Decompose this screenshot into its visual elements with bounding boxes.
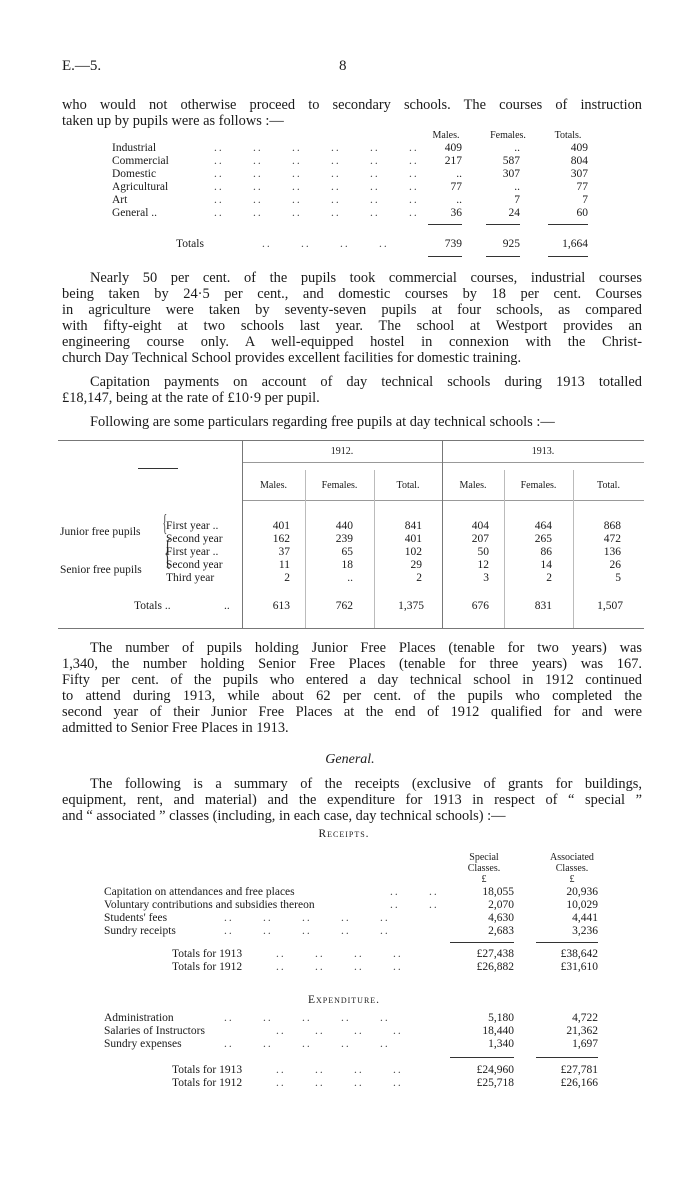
leader-dots: .. .. .. .. .. .. (214, 155, 419, 167)
receipts-title: Receipts. (318, 828, 370, 840)
sum-rule (428, 224, 462, 225)
text-line: Fifty per cent. of the pupils who entered a day technical school in 1912 continued (62, 672, 642, 688)
leader-dots: .. .. .. .. .. .. (214, 168, 419, 180)
table-row (104, 1038, 624, 1051)
cell: 20,936 (566, 886, 598, 898)
table-row (104, 1012, 624, 1025)
cell: 24 (508, 207, 520, 219)
cell: £26,166 (560, 1077, 598, 1089)
col-header-totals: Totals. (554, 130, 582, 141)
cell: .. (347, 572, 353, 584)
row-sublabel: First year .. (166, 520, 219, 532)
row-label: Voluntary contributions and subsidies thereon (104, 899, 315, 911)
paragraph-general-summary (62, 776, 642, 824)
col-header: Total. (597, 480, 620, 491)
col-header-females: Females. (490, 130, 526, 141)
cell: 1,340 (488, 1038, 514, 1050)
cell: 37 (278, 546, 290, 558)
totals-row (104, 948, 624, 961)
cell: £25,718 (476, 1077, 514, 1089)
brace: { (162, 511, 168, 537)
cell: 3 (483, 572, 489, 584)
cell: 5 (615, 572, 621, 584)
text-line: The following is a summary of the receipts (exclusive of grants for buildings, (90, 776, 642, 792)
cell: 831 (534, 600, 552, 612)
cell: 2 (546, 572, 552, 584)
leader-dots: .. .. .. .. (262, 238, 389, 250)
sum-rule (548, 224, 588, 225)
cell: 404 (471, 520, 489, 532)
cell: 613 (272, 600, 290, 612)
leader-dots: .. .. .. .. .. (224, 1038, 390, 1050)
row-label: Capitation on attendances and free places (104, 886, 295, 898)
leader-dots: .. .. .. .. (276, 1077, 403, 1089)
cell: 762 (335, 600, 353, 612)
text-line: church Day Technical School provides excellent facilities for domestic training. (62, 350, 522, 366)
text-line: 1,340, the number holding Senior Free Places (tenable for three years) was 167. (62, 656, 642, 672)
sum-rule (450, 942, 514, 943)
cell: 4,722 (572, 1012, 598, 1024)
sum-rule (428, 256, 462, 257)
row-label: Agricultural (112, 181, 169, 193)
text-line: being taken by 24·5 per cent., and domestic courses by 18 per cent. Courses (62, 286, 642, 302)
cell: 1,697 (572, 1038, 598, 1050)
year-header-1912: 1912. (330, 446, 354, 457)
cell: 587 (502, 155, 520, 167)
cell: 162 (272, 533, 290, 545)
row-label: Industrial (112, 142, 157, 154)
row-sublabel: Second year (166, 559, 223, 571)
cell: 136 (603, 546, 621, 558)
leader-dots: .. .. .. .. .. .. (214, 142, 419, 154)
cell: 14 (540, 559, 552, 571)
table-bottom-rule (58, 628, 644, 629)
cell: £26,882 (476, 961, 514, 973)
totals-row (58, 600, 644, 613)
stub-rule (138, 468, 178, 469)
cell: 676 (471, 600, 489, 612)
totals-label: Totals for 1913 (172, 948, 243, 960)
cell: 1,507 (597, 600, 623, 612)
section-heading-general: General. (325, 752, 375, 767)
text-line: Following are some particulars regarding free pupils at day technical schools :— (90, 414, 555, 430)
cell: 102 (404, 546, 422, 558)
totals-label: Totals for 1912 (172, 1077, 243, 1089)
cell: 86 (540, 546, 552, 558)
paragraph-courses-summary (62, 270, 642, 366)
cell: 5,180 (488, 1012, 514, 1024)
text-line: Capitation payments on account of day technical schools during 1913 totalled (90, 374, 642, 390)
col-header: Males. (260, 480, 287, 491)
cell: 841 (404, 520, 422, 532)
cell: 464 (534, 520, 552, 532)
text-line: equipment, rent, and material) and the expenditure for 1913 in respect of “ special ” (62, 792, 642, 808)
col-header: Females. (321, 480, 358, 491)
year-rule (242, 462, 644, 463)
header-line: £ (481, 874, 487, 885)
cell: 11 (278, 559, 290, 571)
page-number: 8 (339, 58, 347, 74)
cell: 207 (471, 533, 489, 545)
document-reference: E.—5. (62, 58, 102, 74)
sum-rule (486, 224, 520, 225)
cell: 65 (341, 546, 353, 558)
expenditure-title: Expenditure. (307, 994, 381, 1006)
cell: 217 (444, 155, 462, 167)
col-header-males: Males. (432, 130, 460, 141)
cell: 1,664 (562, 238, 588, 250)
table-row (58, 511, 644, 537)
leader-dots: .. .. .. .. .. .. (214, 207, 419, 219)
cell: 77 (450, 181, 462, 193)
table-row (104, 1025, 624, 1038)
free-pupils-table (58, 440, 644, 636)
row-label: Domestic (112, 168, 157, 180)
text-line: taken up by pupils were as follows :— (62, 113, 284, 129)
leader-dots: .. .. .. .. .. (224, 925, 390, 937)
cell: £31,610 (560, 961, 598, 973)
totals-label: Totals .. (134, 600, 171, 612)
cell: 239 (335, 533, 353, 545)
row-sublabel: Third year (166, 572, 215, 584)
cell: 440 (335, 520, 353, 532)
table-row (104, 925, 624, 938)
text-line: second year of their Junior Free Places at the end of 1912 qualified for and were (62, 704, 642, 720)
totals-label: Totals (176, 238, 204, 250)
leader-dots: .. (224, 600, 230, 612)
table-row (58, 533, 644, 546)
sum-rule (536, 942, 598, 943)
cell: .. (514, 142, 520, 154)
cell: £24,960 (476, 1064, 514, 1076)
row-label: Students' fees (104, 912, 168, 924)
cell: 10,029 (566, 899, 598, 911)
cell: 2 (284, 572, 290, 584)
brace: { (164, 532, 172, 572)
totals-row (104, 961, 624, 974)
cell: 18 (341, 559, 353, 571)
group-label-junior: Junior free pupils (60, 526, 141, 538)
header-line: £ (569, 874, 575, 885)
leader-dots: .. .. .. .. .. .. (214, 194, 419, 206)
cell: 409 (570, 142, 588, 154)
cell: 3,236 (572, 925, 598, 937)
cell: 18,440 (482, 1025, 514, 1037)
cell: 2,070 (488, 899, 514, 911)
leader-dots: .. .. .. .. .. .. (214, 181, 419, 193)
cell: .. (456, 194, 462, 206)
sum-rule (548, 256, 588, 257)
row-label: Administration (104, 1012, 174, 1024)
year-header-1913: 1913. (531, 446, 555, 457)
row-label: Commercial (112, 155, 169, 167)
cell: £38,642 (560, 948, 598, 960)
group-label-senior: Senior free pupils (60, 564, 142, 576)
row-sublabel: First year .. (166, 546, 219, 558)
row-label: Sundry expenses (104, 1038, 182, 1050)
header-line: Associated (550, 852, 594, 863)
col-header: Males. (459, 480, 487, 491)
cell: £27,438 (476, 948, 514, 960)
paragraph-free-places (62, 640, 642, 736)
row-label: Art (112, 194, 128, 206)
col-header: Total. (396, 480, 420, 491)
paragraph-intro (62, 97, 642, 129)
table-row (104, 899, 624, 912)
cell: 307 (502, 168, 520, 180)
table-row (104, 912, 624, 925)
paragraph-capitation (62, 374, 642, 406)
header-line: Classes. (555, 863, 589, 874)
cell: 7 (582, 194, 588, 206)
cell: 409 (444, 142, 462, 154)
text-line: with fifty-eight at two schools last year. The school at Westport provides an (62, 318, 642, 334)
row-label: General .. (112, 207, 158, 219)
cell: 2 (416, 572, 422, 584)
cell: 36 (450, 207, 462, 219)
cell: 2,683 (488, 925, 514, 937)
text-line: who would not otherwise proceed to secondary schools. The courses of instruction (62, 97, 642, 113)
finance-table (104, 826, 624, 1126)
table-top-rule (58, 440, 644, 441)
leader-dots: .. .. .. .. .. (224, 912, 390, 924)
text-line: to attend during 1913, while about 62 per cent. of the pupils who completed the (62, 688, 642, 704)
leader-dots: .. .. (390, 899, 439, 911)
sum-rule (486, 256, 520, 257)
cell: 18,055 (482, 886, 514, 898)
courses-table (112, 128, 612, 266)
cell: 401 (404, 533, 422, 545)
leader-dots: .. .. .. .. (276, 1064, 403, 1076)
cell: 26 (609, 559, 621, 571)
cell: 1,375 (398, 600, 424, 612)
text-line: Nearly 50 per cent. of the pupils took commercial courses, industrial courses (90, 270, 642, 286)
text-line: admitted to Senior Free Places in 1913. (62, 720, 289, 736)
cell: 739 (444, 238, 462, 250)
totals-row (104, 1077, 624, 1090)
sum-rule (536, 1057, 598, 1058)
table-row (104, 886, 624, 899)
cell: 7 (514, 194, 520, 206)
sum-rule (450, 1057, 514, 1058)
cell: 12 (477, 559, 489, 571)
row-label: Sundry receipts (104, 925, 176, 937)
cell: 804 (570, 155, 588, 167)
leader-dots: .. .. .. .. (276, 948, 403, 960)
cell: 868 (603, 520, 621, 532)
cell: 4,441 (572, 912, 598, 924)
table-row (58, 559, 644, 572)
table-row (58, 572, 644, 585)
cell: 265 (534, 533, 552, 545)
cell: 472 (603, 533, 621, 545)
cell: 77 (576, 181, 588, 193)
paragraph-free-pupils-intro (62, 414, 642, 430)
totals-row (104, 1064, 624, 1077)
header-line: Classes. (467, 863, 501, 874)
cell: 307 (570, 168, 588, 180)
cell: 50 (477, 546, 489, 558)
text-line: engineering course only. A well-equipped hostel in connexion with the Christ- (62, 334, 642, 350)
cell: .. (514, 181, 520, 193)
col-header-rule (242, 500, 644, 501)
leader-dots: .. .. (390, 886, 439, 898)
cell: 29 (410, 559, 422, 571)
cell: £27,781 (560, 1064, 598, 1076)
cell: 925 (502, 238, 520, 250)
cell: 401 (272, 520, 290, 532)
cell: 60 (576, 207, 588, 219)
totals-label: Totals for 1912 (172, 961, 243, 973)
text-line: The number of pupils holding Junior Free Places (tenable for two years) was (90, 640, 642, 656)
row-label: Salaries of Instructors (104, 1025, 205, 1037)
col-header-associated (532, 852, 612, 885)
cell: 4,630 (488, 912, 514, 924)
col-header-special (444, 852, 524, 885)
row-sublabel: Second year (166, 533, 223, 545)
text-line: and “ associated ” classes (including, in each case, day technical schools) :— (62, 808, 506, 824)
leader-dots: .. .. .. .. (276, 961, 403, 973)
cell: .. (456, 168, 462, 180)
totals-label: Totals for 1913 (172, 1064, 243, 1076)
text-line: in agriculture were taken by seventy-seven pupils at four schools, as compared (62, 302, 642, 318)
col-header: Females. (520, 480, 557, 491)
header-line: Special (469, 852, 499, 863)
leader-dots: .. .. .. .. (276, 1025, 403, 1037)
cell: 21,362 (566, 1025, 598, 1037)
text-line: £18,147, being at the rate of £10·9 per pupil. (62, 390, 320, 406)
leader-dots: .. .. .. .. .. (224, 1012, 390, 1024)
